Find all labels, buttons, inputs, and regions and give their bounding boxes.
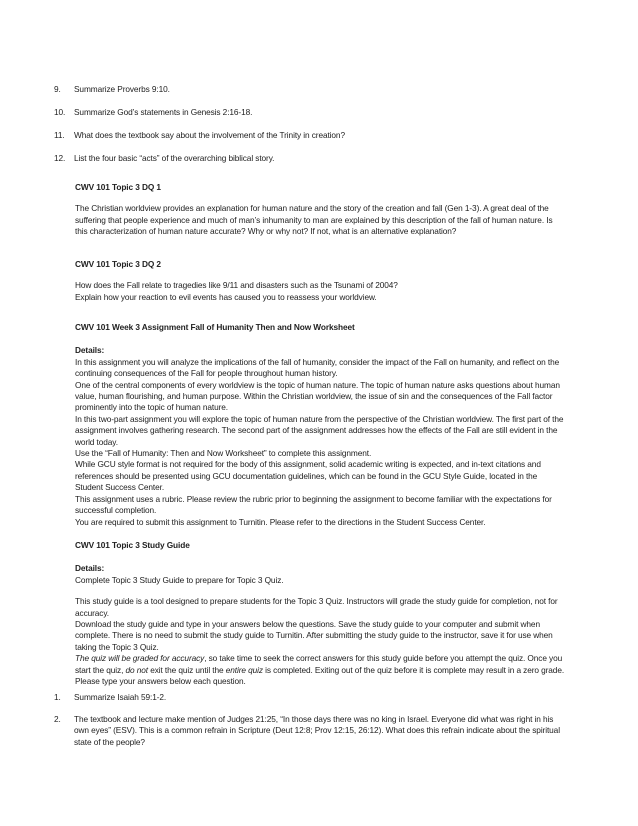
question-text: The textbook and lecture make mention of Judges 21:25, “In those days there was no king in Israel. Everyone did what was right in his own eyes” (ESV). This is a common refrain in Scripture (Deut 12:8; Prov 12:15, 26:12). What does this refrain indicate about the spiritual state of the people? <box>74 714 560 747</box>
dq1-section <box>75 182 565 238</box>
question-text: List the four basic “acts” of the overarching biblical story. <box>74 153 275 163</box>
study-guide-details-label: Details: <box>75 563 105 574</box>
worksheet-paragraph: In this assignment you will analyze the implications of the fall of humanity, consider the impact of the Fall on humanity, and reflect on the continuing consequences of the Fall for people throughout human history. <box>75 356 560 379</box>
quiz-accuracy-emphasis: The quiz will be graded for accuracy <box>75 653 205 664</box>
question-text: Summarize Isaiah 59:1-2. <box>74 692 167 702</box>
question-text: What does the textbook say about the involvement of the Trinity in creation? <box>74 130 345 140</box>
study-guide-heading: CWV 101 Topic 3 Study Guide <box>75 540 190 550</box>
question-number: 9. <box>54 84 61 94</box>
study-guide-paragraph-3 <box>75 653 565 676</box>
worksheet-paragraph: While GCU style format is not required for the body of this assignment, solid academic writing is expected, and in-text citations and references should be presented using GCU documentation guidelines, which can be found in the GCU Style Guide, located in the Student Success Center. <box>75 459 541 493</box>
question-number: 10. <box>54 107 66 117</box>
worksheet-paragraph: One of the central components of every worldview is the topic of human nature. The topic of human nature asks questions about human value, human flourishing, and human purpose. Within the Christian worldview, the issue of sin and the consequences of the Fall factor prominently into the topic of human nature. <box>75 379 560 413</box>
study-guide-paragraph-2: Download the study guide and type in your answers below the questions. Save the study guide to your computer and submit when complete. There is no need to submit the study guide to Turnitin. After submitting the study guide to the instructor, save it for use when taking the Topic 3 Quiz. <box>75 619 553 652</box>
worksheet-paragraph: This assignment uses a rubric. Please review the rubric prior to beginning the assignment to become familiar with the expectations for successful completion. <box>75 493 552 516</box>
study-question-1 <box>54 692 594 703</box>
study-guide-text: , so take time to seek the correct answers for this study guide before you attempt the quiz. Once you start the quiz, <box>75 653 563 675</box>
question-text: Summarize Proverbs 9:10. <box>74 84 170 94</box>
question-number: 1. <box>54 692 61 702</box>
study-guide-line-1: Complete Topic 3 Study Guide to prepare for Topic 3 Quiz. <box>75 574 284 585</box>
study-guide-section <box>75 540 565 687</box>
dq1-heading: CWV 101 Topic 3 DQ 1 <box>75 182 161 192</box>
entire-quiz-emphasis: entire quiz <box>225 664 263 675</box>
study-guide-text: is completed. Exiting out of the quiz before it is complete may result in a zero grade. <box>262 664 565 675</box>
question-number: 12. <box>54 153 66 163</box>
dq2-line-2: Explain how your reaction to evil events has caused you to reassess your worldview. <box>75 291 377 302</box>
study-guide-text: exit the quiz until the <box>147 664 226 675</box>
dq2-line-1: How does the Fall relate to tragedies like 9/11 and disasters such as the Tsunami of 2004? <box>75 280 398 291</box>
worksheet-heading: CWV 101 Week 3 Assignment Fall of Humanity Then and Now Worksheet <box>75 322 355 332</box>
do-not-emphasis: do not <box>125 664 148 675</box>
question-number: 11. <box>54 130 65 140</box>
study-guide-paragraph-1: This study guide is a tool designed to prepare students for the Topic 3 Quiz. Instructors will grade the study guide for completion, not for accuracy. <box>75 596 558 618</box>
dq2-heading: CWV 101 Topic 3 DQ 2 <box>75 259 161 269</box>
question-12 <box>54 153 594 164</box>
worksheet-details-label: Details: <box>75 345 105 356</box>
question-text: Summarize God’s statements in Genesis 2:16-18. <box>74 107 253 117</box>
dq2-section <box>75 259 565 303</box>
study-question-2 <box>54 714 564 748</box>
worksheet-section <box>75 322 565 528</box>
question-number: 2. <box>54 714 61 724</box>
study-guide-paragraph-4: Please type your answers below each question. <box>75 676 246 687</box>
worksheet-paragraph: You are required to submit this assignment to Turnitin. Please refer to the directions in the Student Success Center. <box>75 516 486 527</box>
dq1-body: The Christian worldview provides an explanation for human nature and the story of the creation and fall (Gen 1-3). A great deal of the suffering that people experience and much of man’s inhumanity to man are explained by this description of the fall of human nature. Is this characterization of human nature accurate? Why or why not? If not, what is an alternative explanation? <box>75 203 553 237</box>
worksheet-paragraph: Use the “Fall of Humanity: Then and Now Worksheet” to complete this assignment. <box>75 448 372 459</box>
question-9 <box>54 84 594 95</box>
question-11 <box>54 130 594 141</box>
question-10 <box>54 107 594 118</box>
worksheet-paragraph: In this two-part assignment you will explore the topic of human nature from the perspective of the Christian worldview. The first part of the assignment involves gathering research. The second part of the assignment addresses how the effects of the Fall are still evident in the world today. <box>75 413 564 447</box>
